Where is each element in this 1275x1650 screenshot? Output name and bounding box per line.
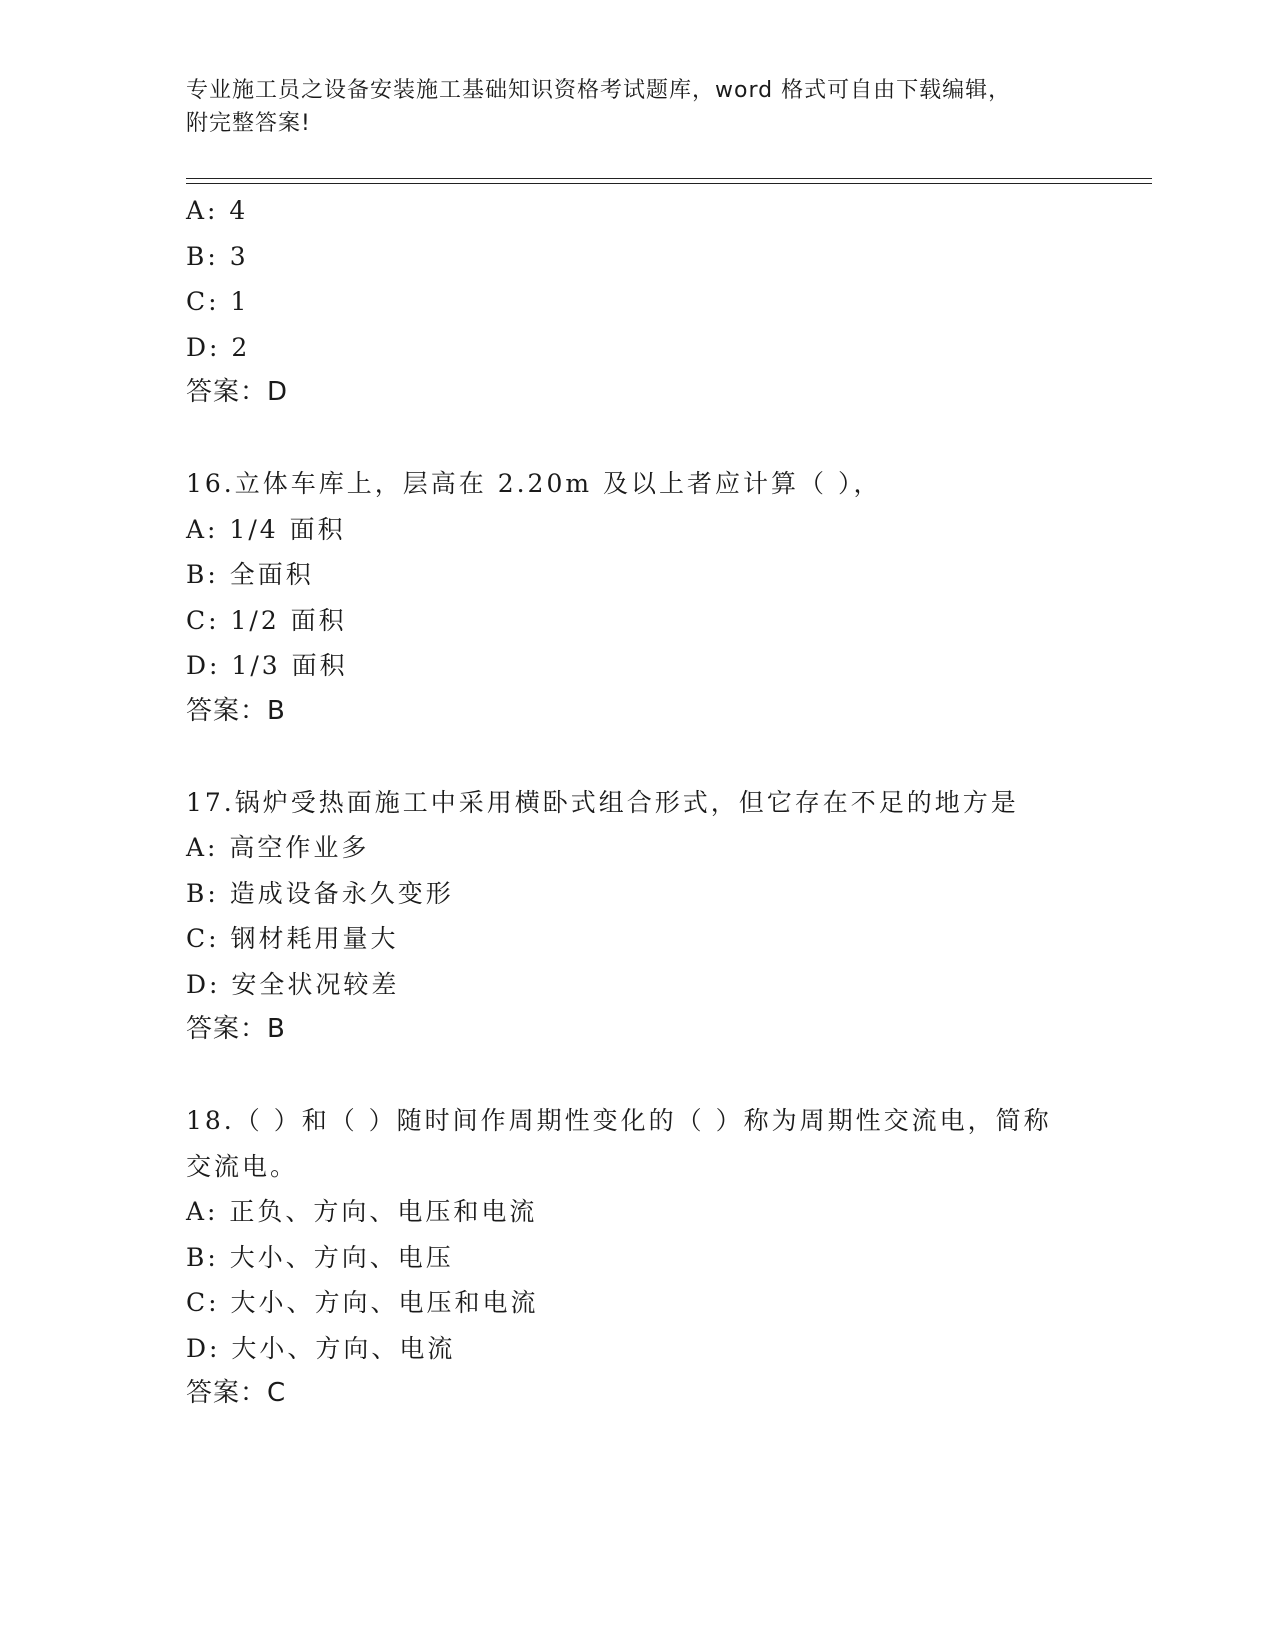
option-a: A: 正负、方向、电压和电流 xyxy=(186,1197,538,1226)
question-list xyxy=(186,188,1086,1417)
option-a: A: 4 xyxy=(186,196,249,225)
answer: 答案：C xyxy=(186,1378,287,1408)
option-b: B: 大小、方向、电压 xyxy=(186,1242,454,1272)
option-b: B: 造成设备永久变形 xyxy=(186,878,454,908)
option-c: C: 钢材耗用量大 xyxy=(186,924,399,953)
option-d: D: 大小、方向、电流 xyxy=(186,1333,456,1363)
option-a: A: 高空作业多 xyxy=(186,833,370,862)
option-b: B: 全面积 xyxy=(186,560,314,589)
question-title: 16.立体车库上，层高在 2.20m 及以上者应计算（ ）， xyxy=(186,469,882,498)
question-title: 18.（ ）和（ ）随时间作周期性变化的（ ）称为周期性交流电，简称交流电。 xyxy=(186,1106,1052,1181)
option-d: D: 2 xyxy=(186,332,251,362)
question-17 xyxy=(186,780,1086,1053)
spacer xyxy=(186,1053,1086,1099)
option-b: B: 3 xyxy=(186,241,249,271)
header-line-2: 附完整答案! xyxy=(186,111,311,136)
answer: 答案：B xyxy=(186,695,286,726)
option-d: D: 安全状况较差 xyxy=(186,969,400,999)
document-header xyxy=(186,74,1086,140)
option-c: C: 1/2 面积 xyxy=(186,605,347,635)
option-d: D: 1/3 面积 xyxy=(186,651,348,680)
spacer xyxy=(186,734,1086,780)
question-title: 17.锅炉受热面施工中采用横卧式组合形式，但它存在不足的地方是 xyxy=(186,787,1019,817)
header-divider-bottom xyxy=(186,183,1152,184)
question-15 xyxy=(186,188,1086,416)
answer: 答案：B xyxy=(186,1014,286,1044)
spacer xyxy=(186,416,1086,462)
question-18 xyxy=(186,1098,1086,1417)
option-a: A: 1/4 面积 xyxy=(186,514,346,544)
option-c: C: 1 xyxy=(186,287,250,316)
question-16 xyxy=(186,461,1086,734)
option-c: C: 大小、方向、电压和电流 xyxy=(186,1288,539,1317)
header-line-1: 专业施工员之设备安装施工基础知识资格考试题库，word 格式可自由下载编辑， xyxy=(186,78,1012,103)
header-divider-top xyxy=(186,178,1152,179)
answer: 答案：D xyxy=(186,377,289,407)
